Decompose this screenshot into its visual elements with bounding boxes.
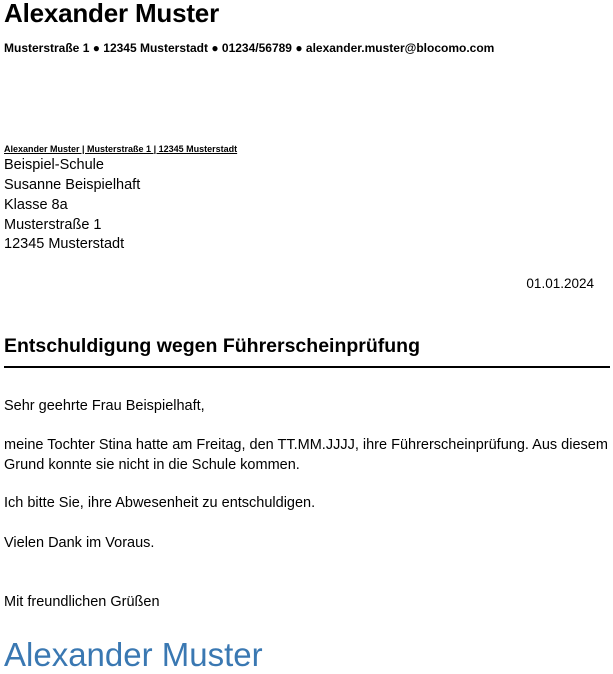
recipient-line: Beispiel-Schule <box>4 157 104 173</box>
body-paragraph: meine Tochter Stina hatte am Freitag, den TT.MM.JJJJ, ihre Führerscheinprüfung. Aus diesem Grund konnte sie nicht in die Schule kommen. <box>4 437 608 473</box>
body-paragraph: Ich bitte Sie, ihre Abwesenheit zu entschuldigen. <box>4 495 316 511</box>
body-paragraph: Vielen Dank im Voraus. <box>4 535 155 551</box>
subject-heading: Entschuldigung wegen Führerscheinprüfung <box>4 335 421 357</box>
signature: Alexander Muster <box>4 636 263 673</box>
recipient-line: Klasse 8a <box>4 197 68 213</box>
sender-contact-line: Musterstraße 1 ● 12345 Musterstadt ● 01234/56789 ● alexander.muster@blocomo.com <box>4 41 495 55</box>
recipient-line: Musterstraße 1 <box>4 217 102 233</box>
return-address-line: Alexander Muster | Musterstraße 1 | 12345 Musterstadt <box>4 144 238 154</box>
recipient-line: Susanne Beispielhaft <box>4 177 141 193</box>
letter-date: 01.01.2024 <box>526 276 594 291</box>
closing-phrase: Mit freundlichen Grüßen <box>4 594 160 610</box>
subject-divider <box>4 366 610 368</box>
salutation: Sehr geehrte Frau Beispielhaft, <box>4 398 205 414</box>
sender-name-heading: Alexander Muster <box>4 0 219 28</box>
recipient-line: 12345 Musterstadt <box>4 236 125 252</box>
